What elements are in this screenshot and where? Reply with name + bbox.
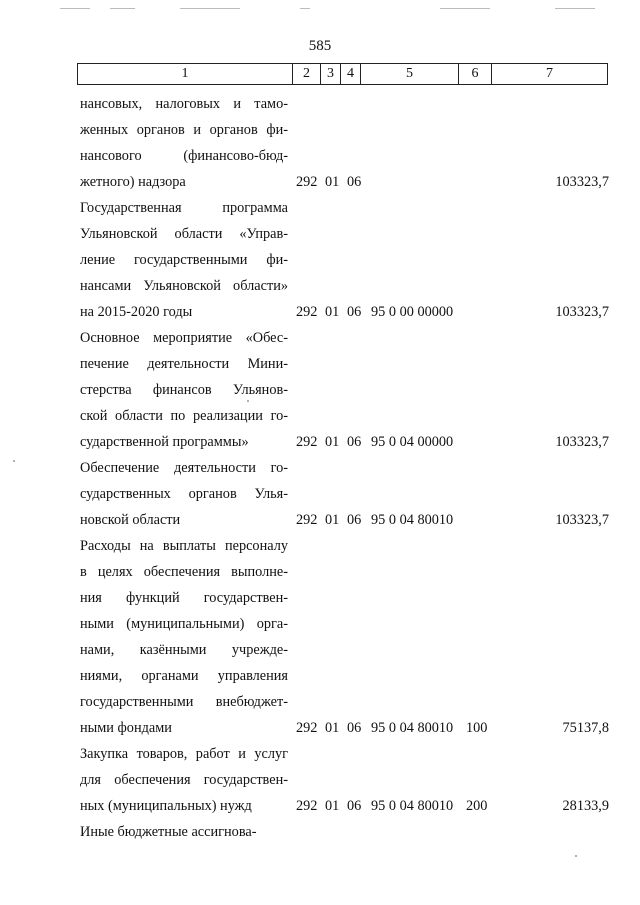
cell-col-3: 01 [325, 304, 340, 320]
header-col-2: 2 [293, 64, 321, 85]
row-description-line: в целях обеспечения выполне- [80, 564, 288, 580]
cell-col-2: 292 [296, 720, 318, 736]
cell-col-6: 200 [466, 798, 488, 814]
cell-col-2: 292 [296, 304, 318, 320]
scan-speck [575, 855, 577, 857]
row-description-line: новской области [80, 512, 181, 528]
cell-col-3: 01 [325, 174, 340, 190]
cell-col-2: 292 [296, 174, 318, 190]
cell-col-5: 95 0 00 00000 [371, 304, 454, 320]
cell-col-5: 95 0 04 80010 [371, 798, 454, 814]
row-description-line: печение деятельности Мини- [80, 356, 288, 372]
header-col-7: 7 [492, 64, 608, 85]
header-col-6: 6 [459, 64, 492, 85]
cell-col-2: 292 [296, 512, 318, 528]
header-col-3: 3 [321, 64, 341, 85]
cell-col-2: 292 [296, 434, 318, 450]
row-description-line: ской области по реализации го- [80, 408, 288, 424]
cell-col-5: 95 0 04 80010 [371, 720, 454, 736]
cell-col-4: 06 [347, 798, 362, 814]
row-description-line: Основное мероприятие «Обес- [80, 330, 288, 346]
row-description-line: ных (муниципальных) нужд [80, 798, 252, 814]
row-description-line: Ульяновской области «Управ- [80, 226, 288, 242]
cell-col-2: 292 [296, 798, 318, 814]
row-description-line: женных органов и органов фи- [80, 122, 288, 138]
cell-col-5: 95 0 04 80010 [371, 512, 454, 528]
row-description-line: жетного) надзора [80, 174, 186, 190]
cell-col-6: 100 [466, 720, 488, 736]
row-description-line: для обеспечения государствен- [80, 772, 288, 788]
row-description-line: ными фондами [80, 720, 172, 736]
cell-col-3: 01 [325, 798, 340, 814]
cell-col-7: 28133,9 [562, 798, 609, 814]
row-description-line: стерства финансов Ульянов- [80, 382, 288, 398]
row-description-line: государственными внебюджет- [80, 694, 288, 710]
row-description-line: Расходы на выплаты персоналу [80, 538, 288, 554]
row-description-line: Государственная программа [80, 200, 288, 216]
row-description-line: Закупка товаров, работ и услуг [80, 746, 288, 762]
scan-speck [247, 400, 249, 402]
cell-col-7: 103323,7 [555, 434, 609, 450]
cell-col-5: 95 0 04 00000 [371, 434, 454, 450]
cell-col-7: 103323,7 [555, 512, 609, 528]
row-description-line: нами, казёнными учрежде- [80, 642, 288, 658]
header-col-4: 4 [341, 64, 361, 85]
row-description-line: сударственных органов Улья- [80, 486, 288, 502]
cell-col-3: 01 [325, 434, 340, 450]
row-description-line: ниями, органами управления [80, 668, 288, 684]
header-col-1: 1 [78, 64, 293, 85]
row-description-line: на 2015-2020 годы [80, 304, 193, 320]
cell-col-7: 103323,7 [555, 174, 609, 190]
row-description-line: Обеспечение деятельности го- [80, 460, 288, 476]
row-description-line: ния функций государствен- [80, 590, 288, 606]
row-description-line: Иные бюджетные ассигнова- [80, 824, 257, 840]
cell-col-3: 01 [325, 512, 340, 528]
row-description-line: ными (муниципальными) орга- [80, 616, 288, 632]
cell-col-4: 06 [347, 304, 362, 320]
header-col-5: 5 [361, 64, 459, 85]
scan-speck [13, 460, 15, 462]
row-description-line: нансовых, налоговых и тамо- [80, 96, 288, 112]
cell-col-4: 06 [347, 174, 362, 190]
row-description-line: сударственной программы» [80, 434, 249, 450]
row-description-line: ление государственными фи- [80, 252, 288, 268]
cell-col-7: 75137,8 [562, 720, 609, 736]
cell-col-4: 06 [347, 512, 362, 528]
page-number: 585 [308, 38, 332, 54]
cell-col-3: 01 [325, 720, 340, 736]
row-description-line: нансами Ульяновской области» [80, 278, 288, 294]
row-description-line: нансового (финансово-бюд- [80, 148, 288, 164]
cell-col-4: 06 [347, 434, 362, 450]
cell-col-7: 103323,7 [555, 304, 609, 320]
cell-col-4: 06 [347, 720, 362, 736]
